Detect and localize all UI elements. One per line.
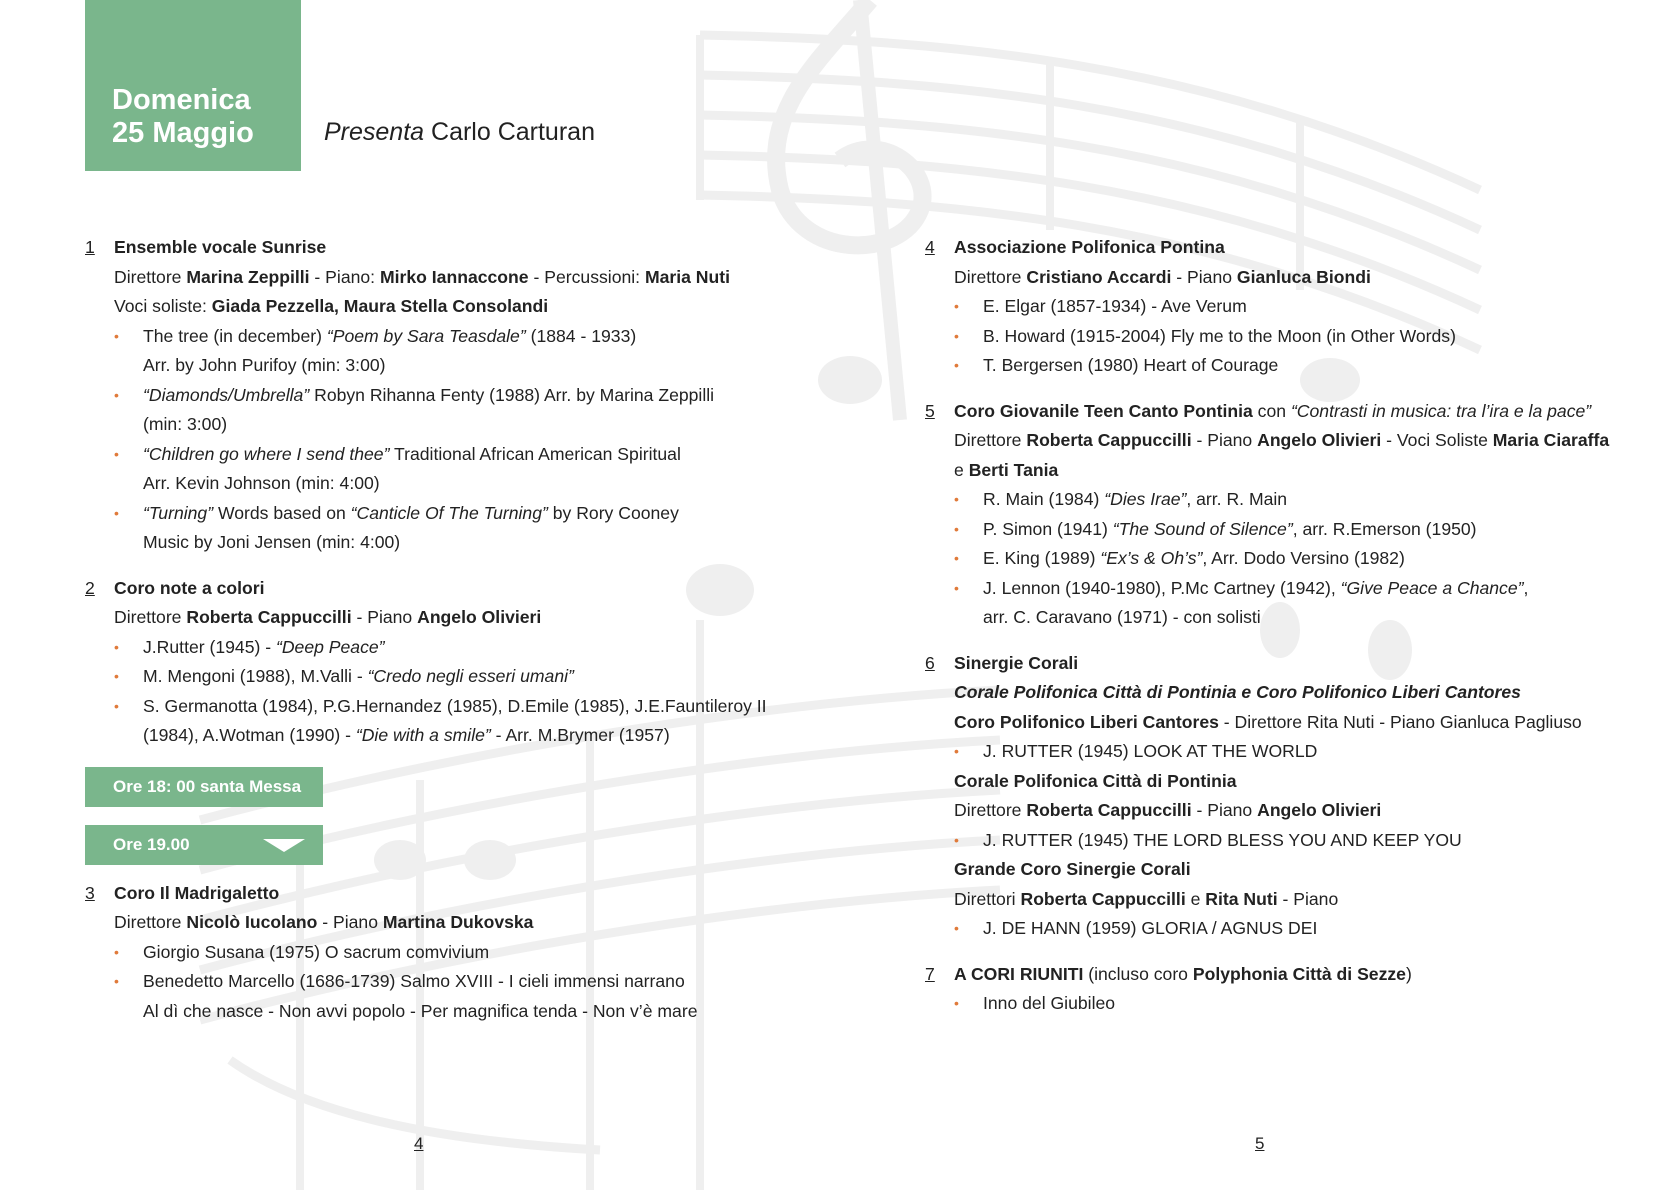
item-number: 1 (85, 237, 95, 257)
text-run: - Direttore Rita Nuti - Piano Gianluca Pagliuso (1218, 711, 1582, 732)
presenter-name: Carlo Carturan (431, 118, 595, 146)
piece-line (143, 528, 825, 558)
item-line (114, 908, 825, 938)
item-number: 6 (925, 652, 935, 673)
text-run: Angelo Olivieri (417, 607, 542, 627)
text-run: Music by Joni Jensen (min: 4:00) (143, 532, 401, 552)
piece-item (114, 692, 825, 751)
program-item (925, 233, 1605, 381)
piece-item (954, 826, 1605, 856)
bullet-icon: • (954, 995, 959, 1011)
item-line (114, 292, 825, 322)
text-run: - Arr. M.Brymer (1957) (490, 725, 670, 745)
text-run: J. Lennon (1940-1980), P.Mc Cartney (1942), (983, 577, 1341, 598)
text-run: J. DE HANN (1959) GLORIA / AGNUS DEI (983, 918, 1318, 938)
item-title (954, 397, 1605, 427)
text-run: Roberta Cappuccilli (186, 607, 352, 627)
piece-list (114, 938, 825, 1027)
piece-list (954, 989, 1605, 1019)
text-run: by Rory Cooney (547, 502, 679, 523)
piece-item (114, 633, 825, 663)
text-run: Rita Nuti (1205, 888, 1278, 909)
text-run: Marina Zeppilli (186, 266, 310, 287)
item-line (114, 603, 825, 633)
text-run: Direttore (114, 607, 187, 627)
text-run: Voci soliste: (114, 296, 212, 316)
text-run: A CORI RIUNITI (954, 963, 1084, 984)
piece-line (143, 499, 825, 529)
text-run: The tree (in december) (143, 325, 327, 346)
piece-line (983, 737, 1605, 767)
text-run: Al dì che nasce - Non avvi popolo - Per magnifica tenda - Non v’è mare (143, 1000, 698, 1021)
item-line (954, 796, 1605, 826)
piece-line (143, 997, 825, 1027)
piece-line (983, 322, 1605, 352)
piece-line (143, 351, 825, 381)
piece-line (983, 826, 1605, 856)
text-run: Polyphonia Città di Sezze (1192, 963, 1406, 984)
piece-item (954, 544, 1605, 574)
text-run: B. Howard (1915-2004) Fly me to the Moon (in Other Words) (983, 325, 1456, 346)
left-column (85, 233, 825, 1042)
piece-list (954, 485, 1605, 633)
text-run: Berti Tania (968, 459, 1059, 480)
text-run: T. Bergersen (1980) Heart of Courage (983, 355, 1279, 375)
piece-line (983, 989, 1605, 1019)
piece-line (983, 544, 1605, 574)
text-run: Coro note a colori (114, 577, 265, 598)
piece-list (954, 826, 1605, 856)
piece-line (983, 515, 1605, 545)
piece-line (983, 574, 1605, 604)
piece-item (954, 485, 1605, 515)
text-run: arr. C. Caravano (1971) - con solisti (983, 607, 1261, 627)
text-run: “Die with a smile” (355, 725, 491, 745)
text-run: E. King (1989) (983, 548, 1101, 568)
piece-item (954, 574, 1605, 633)
text-run: Associazione Polifonica Pontina (954, 237, 1225, 257)
text-run: , (1523, 577, 1529, 598)
presenter-role: Presenta (324, 118, 425, 146)
presenter-line (324, 118, 595, 147)
text-run: - Piano (1191, 430, 1258, 450)
piece-line (143, 322, 825, 352)
piece-list (114, 322, 825, 558)
text-run: Inno del Giubileo (983, 993, 1116, 1013)
text-run: (incluso coro (1083, 963, 1193, 984)
page-number-left: 4 (414, 1134, 424, 1153)
item-number: 7 (925, 963, 935, 984)
bullet-icon: • (954, 920, 959, 936)
piece-item (954, 989, 1605, 1019)
piece-line (143, 410, 825, 440)
text-run: Martina Dukovska (382, 912, 534, 932)
text-run: e (954, 459, 969, 480)
bullet-icon: • (114, 445, 119, 462)
bullet-icon: • (954, 357, 959, 373)
text-run: S. Germanotta (1984), P.G.Hernandez (1985), D.Emile (1985), J.E.Fauntileroy II (143, 695, 767, 716)
text-run: , Arr. Dodo Versino (1982) (1202, 548, 1405, 568)
date-month: 25 Maggio (112, 117, 254, 149)
text-run: - Percussioni: (528, 266, 645, 287)
text-run: “Give Peace a Chance” (1340, 577, 1524, 598)
item-title (114, 879, 825, 909)
bullet-icon: • (954, 520, 959, 537)
text-run: Cristiano Accardi (1026, 266, 1172, 287)
text-run: J. RUTTER (1945) LOOK AT THE WORLD (983, 741, 1318, 761)
bullet-icon: • (954, 298, 959, 314)
piece-line (983, 351, 1605, 381)
concert-time-label: Ore 19.00 (113, 834, 190, 854)
mass-time-label: Ore 18: 00 santa Messa (113, 776, 302, 796)
item-line (954, 456, 1605, 486)
text-run: M. Mengoni (1988), M.Valli - (143, 666, 368, 686)
item-line (954, 678, 1605, 708)
text-run: “Canticle Of The Turning” (350, 502, 548, 523)
text-run: Mirko Iannaccone (379, 266, 529, 287)
text-run: Sinergie Corali (954, 652, 1079, 673)
piece-item (954, 914, 1605, 944)
bullet-icon: • (114, 504, 119, 521)
item-number: 4 (925, 237, 935, 257)
piece-line (983, 485, 1605, 515)
item-title (114, 574, 825, 604)
text-run: Maria Ciaraffa (1492, 430, 1610, 450)
text-run: Giorgio Susana (1975) O sacrum comvivium (143, 941, 490, 962)
program-item (85, 574, 825, 751)
text-run: “Turning” (143, 502, 218, 523)
text-run: Grande Coro Sinergie Corali (954, 859, 1191, 879)
text-run: Robyn Rihanna Fenty (1988) Arr. by Marina Zeppilli (309, 384, 715, 405)
piece-item (114, 662, 825, 692)
text-run: “Dies Irae” (1104, 489, 1187, 509)
item-number: 2 (85, 577, 95, 598)
text-run: Corale Polifonica Città di Pontinia e Coro Polifonico Liberi Cantores (954, 682, 1521, 702)
program-item (85, 879, 825, 1027)
piece-item (954, 292, 1605, 322)
piece-list (954, 292, 1605, 381)
text-run: Direttore (114, 266, 187, 287)
item-title (954, 649, 1605, 679)
piece-line (143, 938, 825, 968)
item-line (954, 708, 1605, 738)
bullet-icon: • (114, 638, 119, 655)
text-run: ) (1405, 963, 1412, 984)
piece-item (114, 381, 825, 440)
text-run: “Deep Peace” (275, 636, 385, 657)
piece-item (954, 515, 1605, 545)
piece-item (954, 351, 1605, 381)
item-title (114, 233, 825, 263)
text-run: con (1252, 400, 1291, 421)
piece-line (143, 633, 825, 663)
piece-line (983, 914, 1605, 944)
text-run: J. RUTTER (1945) THE LORD BLESS YOU AND KEEP YOU (983, 829, 1462, 850)
item-title (954, 233, 1605, 263)
text-run: Direttore (954, 266, 1027, 287)
date-day: Domenica (112, 84, 251, 116)
piece-line (983, 292, 1605, 322)
right-column (925, 233, 1610, 1035)
program-item (85, 233, 825, 558)
text-run: (1984), A.Wotman (1990) - (143, 725, 356, 745)
text-run: Angelo Olivieri (1257, 430, 1382, 450)
text-run: Coro Giovanile Teen Canto Pontinia (954, 400, 1253, 421)
piece-list (954, 737, 1605, 767)
piece-line (143, 967, 825, 997)
text-run: - Piano (317, 912, 383, 932)
text-run: (1884 - 1933) (525, 325, 637, 346)
piece-item (114, 499, 825, 558)
item-title (954, 960, 1605, 990)
bullet-icon: • (114, 668, 119, 684)
text-run: “Diamonds/Umbrella” (143, 384, 310, 405)
text-run: Direttore (114, 912, 187, 932)
text-run: - Piano (1191, 800, 1258, 820)
text-run: , arr. R. Main (1186, 489, 1288, 509)
program-item (925, 960, 1605, 1019)
text-run: “Children go where I send thee” (143, 443, 390, 464)
text-run: “Credo negli esseri umani” (367, 666, 574, 686)
item-line (114, 263, 825, 293)
item-line (954, 885, 1605, 915)
bullet-icon: • (954, 491, 959, 507)
piece-item (114, 322, 825, 381)
item-line (954, 855, 1605, 885)
bullet-icon: • (114, 386, 119, 403)
bullet-icon: • (954, 550, 959, 566)
text-run: - Piano: (309, 266, 380, 287)
bullet-icon: • (954, 579, 959, 596)
piece-line (143, 440, 825, 470)
text-run: R. Main (1984) (983, 489, 1105, 509)
text-run: - Piano (351, 607, 418, 627)
text-run: Ensemble vocale Sunrise (114, 237, 327, 257)
piece-list (114, 633, 825, 751)
piece-item (954, 737, 1605, 767)
concert-time-bar (85, 825, 323, 865)
text-run: (min: 3:00) (143, 414, 228, 434)
piece-item (114, 938, 825, 968)
page-number-right: 5 (1255, 1134, 1265, 1153)
piece-list (954, 914, 1605, 944)
bullet-icon: • (114, 327, 119, 344)
mass-time-bar (85, 767, 323, 807)
text-run: “Poem by Sara Teasdale” (326, 325, 526, 346)
piece-line (143, 469, 825, 499)
piece-item (114, 440, 825, 499)
text-run: Coro Polifonico Liberi Cantores (954, 711, 1219, 732)
piece-line (143, 692, 825, 722)
text-run: Direttori (954, 888, 1021, 909)
text-run: Arr. Kevin Johnson (min: 4:00) (143, 473, 380, 493)
item-line (954, 426, 1610, 456)
text-run: J.Rutter (1945) - (143, 636, 276, 657)
piece-line (143, 721, 825, 751)
program-item (925, 397, 1610, 633)
piece-line (143, 381, 825, 411)
bullet-icon: • (954, 327, 959, 344)
text-run: E. Elgar (1857-1934) - Ave Verum (983, 296, 1247, 316)
bullet-icon: • (114, 697, 119, 714)
triangle-down-icon (263, 839, 305, 852)
text-run: Direttore (954, 800, 1027, 820)
piece-item (114, 967, 825, 1026)
item-number: 5 (925, 400, 935, 421)
item-number: 3 (85, 882, 95, 903)
text-run: Direttore (954, 430, 1027, 450)
text-run: Coro Il Madrigaletto (114, 882, 280, 903)
bullet-icon: • (114, 943, 119, 960)
piece-line (143, 662, 825, 692)
text-run: P. Simon (1941) (983, 518, 1113, 539)
item-line (954, 767, 1605, 797)
text-run: - Piano (1277, 888, 1339, 909)
text-run: “The Sound of Silence” (1112, 518, 1293, 539)
text-run: “Ex’s & Oh’s” (1100, 548, 1203, 568)
text-run: Roberta Cappuccilli (1026, 430, 1192, 450)
text-run: - Piano (1171, 266, 1237, 287)
piece-line (983, 603, 1605, 633)
text-run: Benedetto Marcello (1686-1739) Salmo XVIII - I cieli immensi narrano (143, 971, 685, 991)
bullet-icon: • (114, 973, 119, 989)
text-run: Maria Nuti (644, 266, 731, 287)
text-run: Roberta Cappuccilli (1020, 888, 1186, 909)
text-run: “Contrasti in musica: tra l’ira e la pace” (1290, 400, 1592, 421)
text-run: Nicolò Iucolano (186, 912, 318, 932)
text-run: - Voci Soliste (1381, 430, 1493, 450)
date-box (85, 0, 301, 171)
text-run: Words based on (217, 502, 351, 523)
text-run: e (1185, 888, 1206, 909)
text-run: Angelo Olivieri (1257, 800, 1382, 820)
text-run: Traditional African American Spiritual (389, 443, 681, 464)
text-run: Corale Polifonica Città di Pontinia (954, 770, 1237, 791)
bullet-icon: • (954, 743, 959, 759)
text-run: , arr. R.Emerson (1950) (1292, 518, 1477, 539)
text-run: Giada Pezzella, Maura Stella Consolandi (211, 296, 549, 316)
bullet-icon: • (954, 831, 959, 848)
text-run: Roberta Cappuccilli (1026, 800, 1192, 820)
text-run: Gianluca Biondi (1236, 266, 1371, 287)
piece-item (954, 322, 1605, 352)
program-item (925, 649, 1605, 944)
item-line (954, 263, 1605, 293)
text-run: Arr. by John Purifoy (min: 3:00) (143, 355, 386, 375)
